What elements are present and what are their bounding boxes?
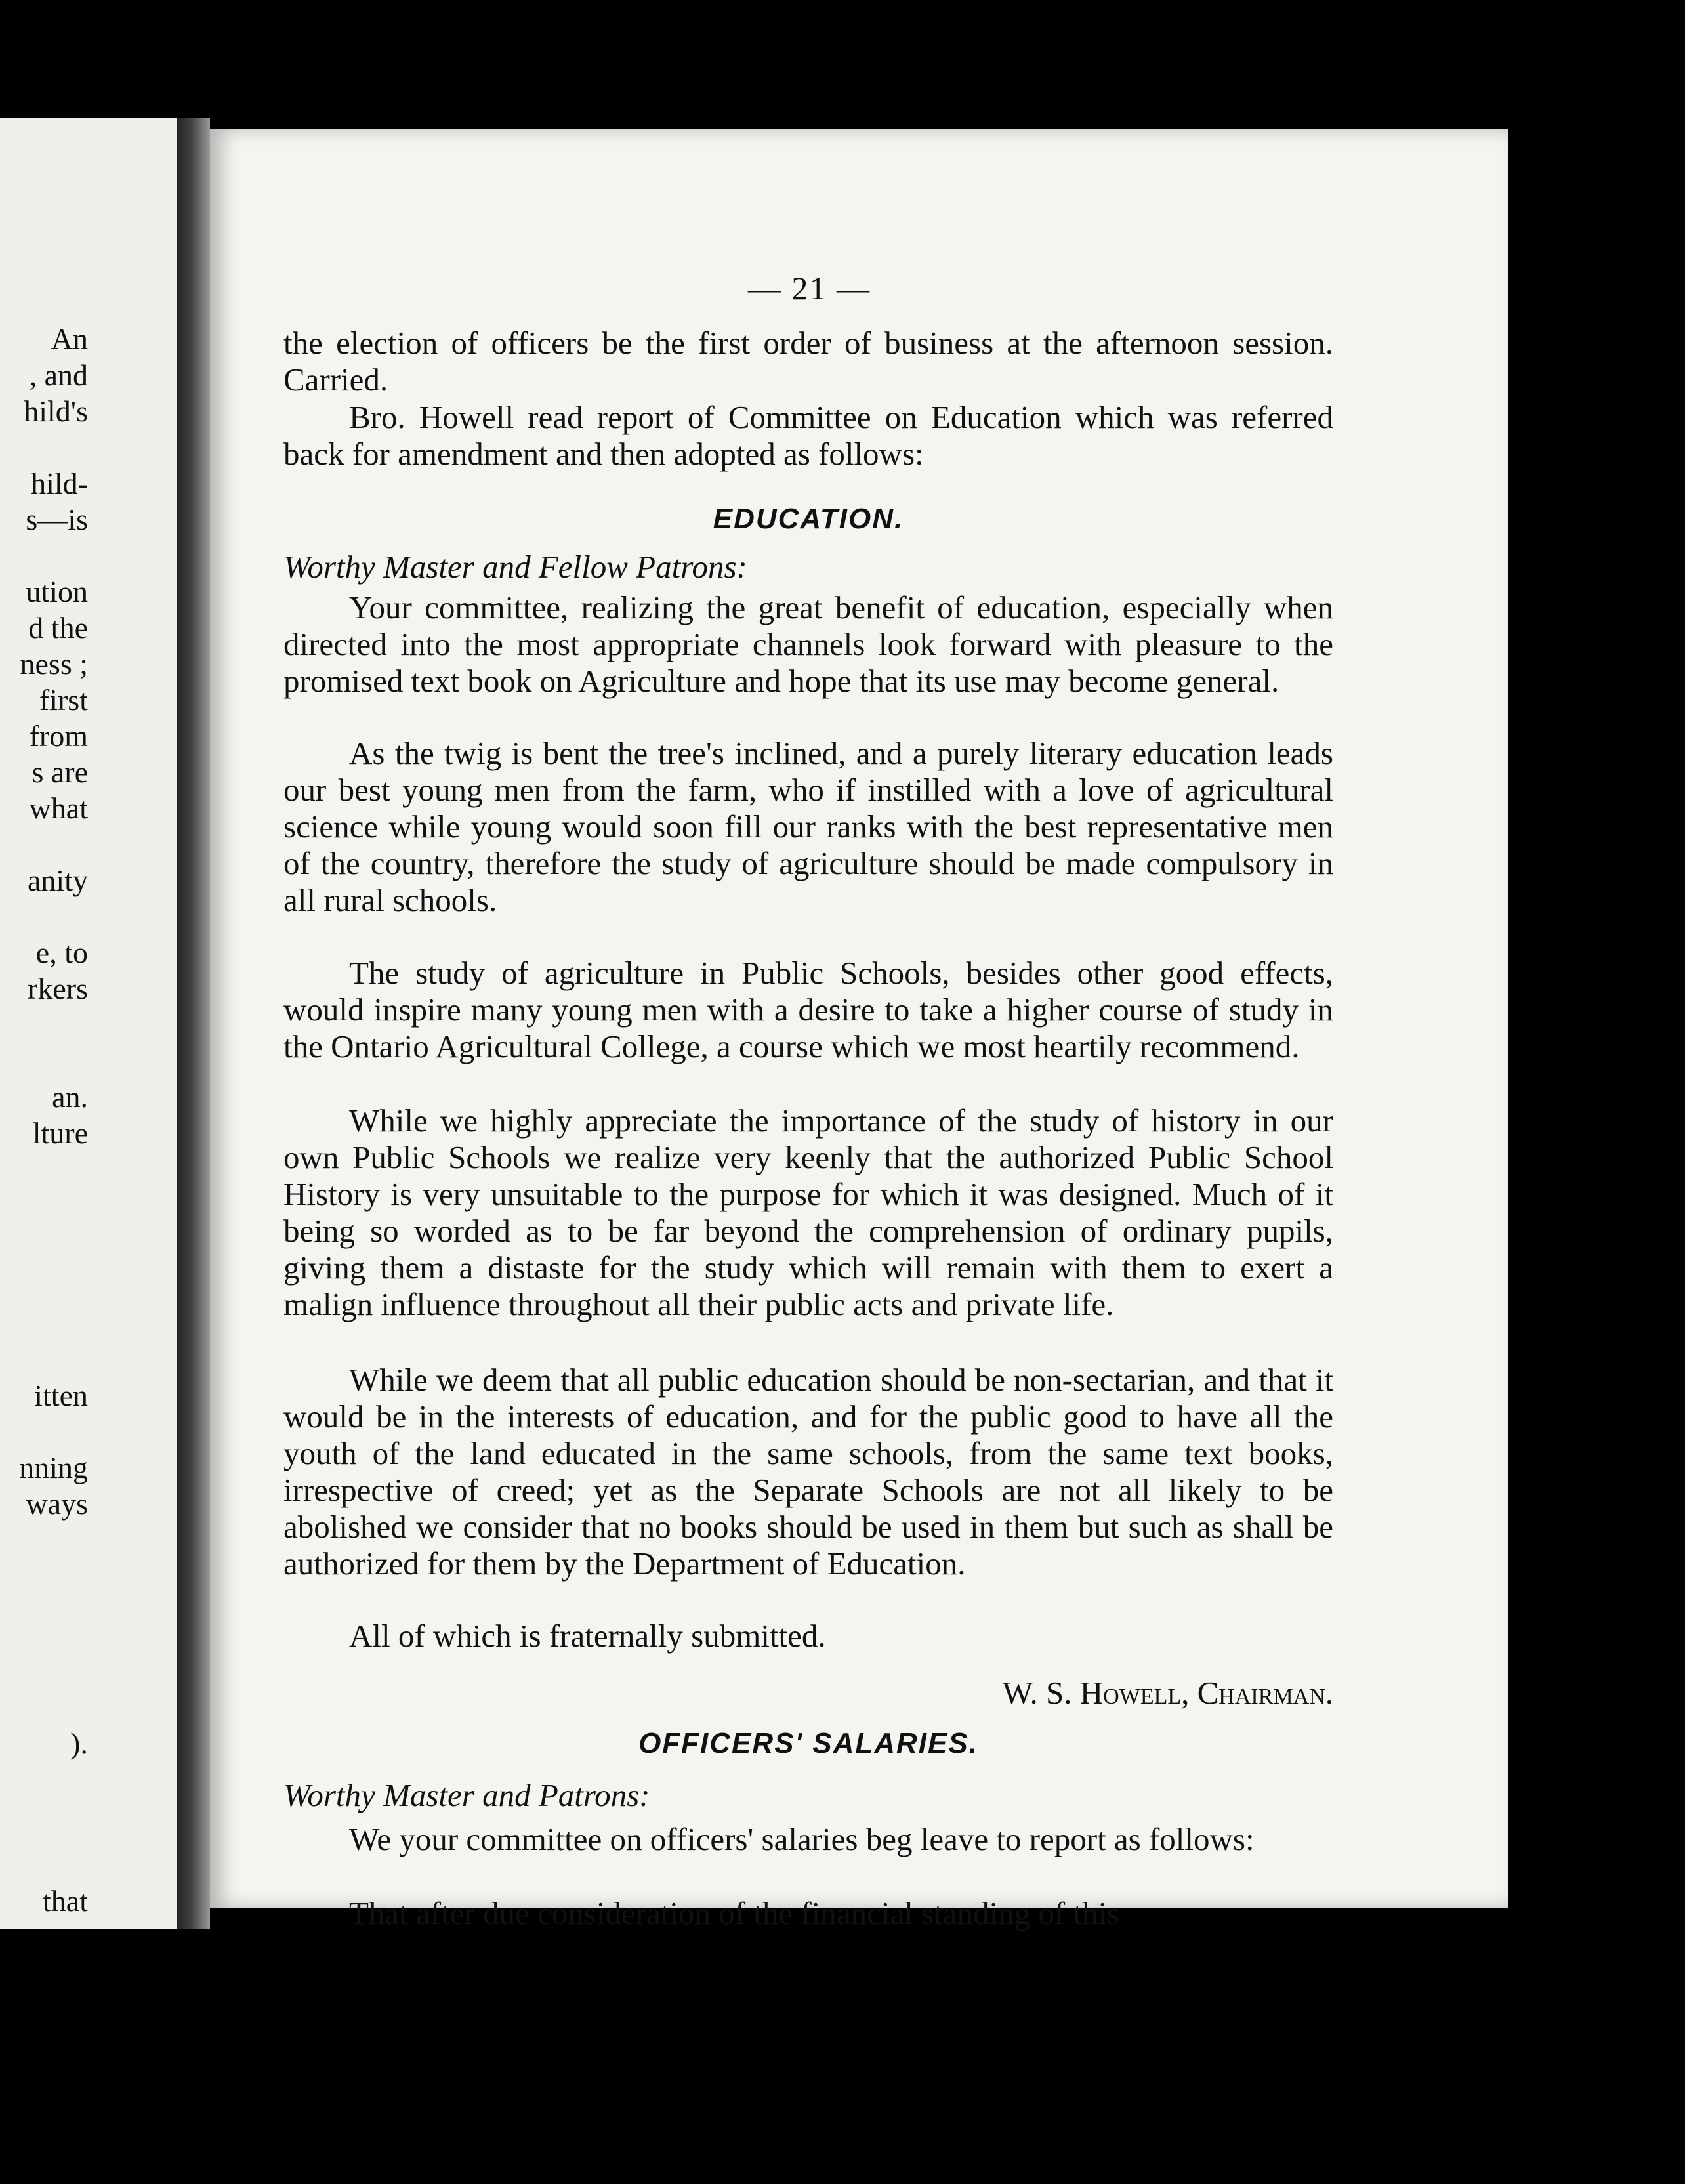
left-page-line: that — [43, 1884, 88, 1918]
education-paragraph-3: The study of agriculture in Public Schools, besides other good effects, would inspire many young men with a desire to take a higher course of study in the Ontario Agricultural College, a course which we most heartily recommend. — [283, 955, 1333, 1064]
left-page-line: lture — [32, 1116, 88, 1150]
left-page-line: d the — [28, 611, 88, 644]
left-page-line: e, to — [35, 936, 88, 969]
salaries-heading: OFFICERS' SALARIES. — [638, 1727, 978, 1759]
education-paragraph-2: As the twig is bent the tree's inclined, and a purely literary education leads our best young men from the farm, who if instilled with a love of agricultural science while young would soon fill our ranks with the best representative men of the country, therefore the study of agriculture should be made compulsory in all rural schools. — [283, 735, 1333, 918]
left-page-line: nning — [19, 1451, 88, 1484]
left-page-line: s—is — [26, 503, 88, 536]
left-page-line: what — [29, 791, 88, 825]
left-page-line: ways — [26, 1487, 88, 1521]
salaries-paragraph-2: That after due consideration of the financial standing of this — [349, 1895, 1120, 1931]
left-page-line: ution — [26, 575, 88, 608]
left-page-line: itten — [34, 1379, 88, 1412]
left-page-line: An — [51, 322, 88, 356]
left-page-line: ness ; — [20, 647, 88, 681]
left-page-line: from — [29, 719, 88, 753]
page-number: — 21 — — [748, 270, 871, 306]
education-salutation: Worthy Master and Fellow Patrons: — [283, 549, 747, 585]
intro-paragraph: Bro. Howell read report of Committee on Education which was referred back for amendment and then adopted as follows: — [283, 399, 1333, 472]
left-page-line: rkers — [28, 972, 88, 1005]
education-paragraph-5: While we deem that all public education should be non-sectarian, and that it would be in the interests of education, and for the public good to have all the youth of the land educated in the same schools, from the same text books, irrespective of creed; yet as the Separate Schools are not all likely to be abolished we consider that no books should be used in them but such as shall be authorized for them by the Department of Education. — [283, 1362, 1333, 1582]
left-page-line: , and — [29, 358, 88, 392]
left-page-line: hild's — [24, 394, 88, 428]
opening-paragraph: the election of officers be the first order of business at the afternoon session. Carried. — [283, 325, 1333, 398]
left-page-line: first — [39, 683, 88, 717]
salaries-paragraph-1: We your committee on officers' salaries beg leave to report as follows: — [349, 1821, 1255, 1857]
education-paragraph-6: All of which is fraternally submitted. — [349, 1618, 826, 1654]
education-heading: EDUCATION. — [713, 503, 904, 535]
left-page-line: anity — [28, 864, 88, 897]
salaries-salutation: Worthy Master and Patrons: — [283, 1777, 650, 1813]
left-page-line: an. — [52, 1080, 88, 1114]
book-gutter — [177, 118, 210, 1929]
education-paragraph-4: While we highly appreciate the importance of the study of history in our own Public Schools we realize very keenly that the authorized Public School History is very unsuitable to the purpose for which it was designed. Much of it being so worded as to be far beyond the comprehension of ordinary pupils, giving them a distaste for the study which will remain with them to exert a malign influence throughout all their public acts and private life. — [283, 1102, 1333, 1322]
committee-signature: W. S. Howell, Chairman. — [1002, 1675, 1333, 1711]
left-page-line: hild- — [31, 467, 88, 500]
left-page-line: ). — [70, 1727, 88, 1760]
left-page-line: s are — [31, 755, 88, 789]
education-paragraph-1: Your committee, realizing the great benefit of education, especially when directed into the most appropriate channels look forward with pleasure to the promised text book on Agriculture and hope that its use may become general. — [283, 589, 1333, 699]
